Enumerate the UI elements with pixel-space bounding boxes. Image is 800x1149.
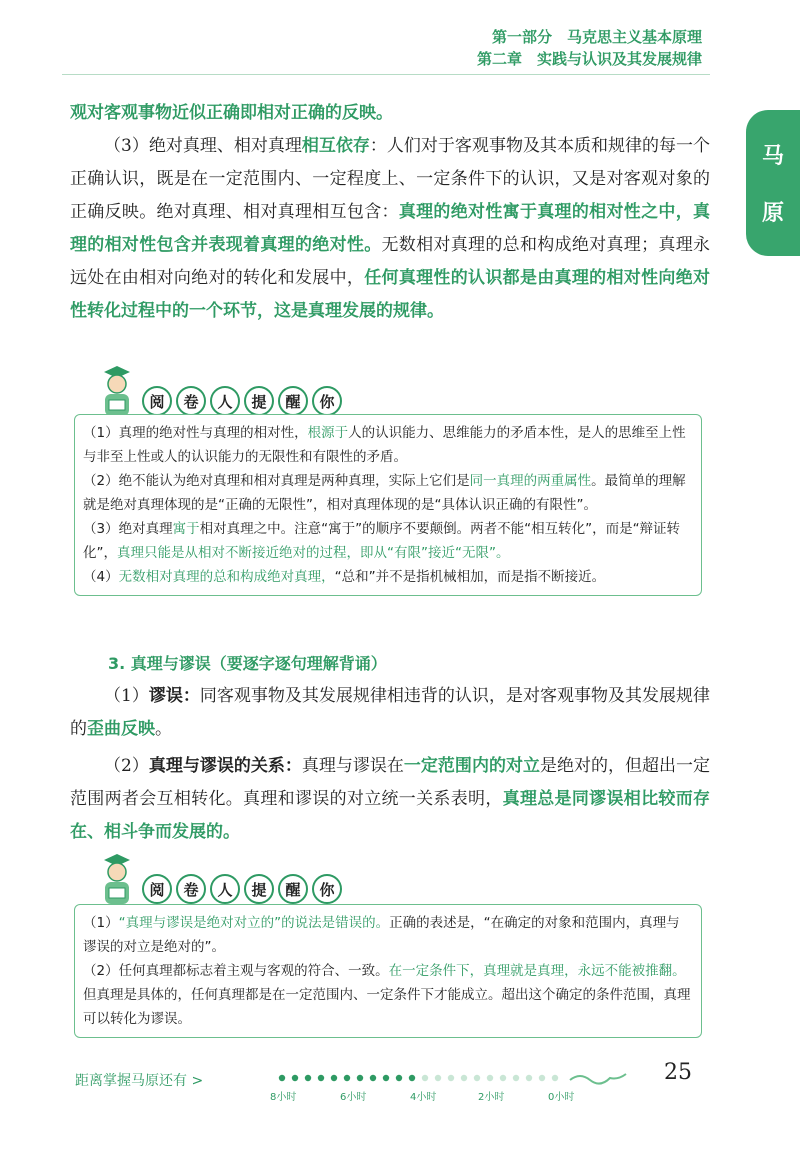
body-text [70,97,710,328]
highlight-run: 在一定条件下，真理就是真理，永远不能被推翻。 [388,963,686,979]
text-run: （2） [104,756,149,776]
reminder-title-char: 你 [312,386,342,416]
reminder-title-char: 卷 [176,874,206,904]
header-divider [62,74,710,75]
body-line-continuation: 观对客观事物近似正确即相对正确的反映。 [70,103,393,123]
timeline-dot [318,1075,324,1081]
reminder-box-2 [74,904,702,1038]
timeline-dots [279,1075,558,1081]
reminder-item [83,565,693,589]
highlight-run: 任何真理性的认识都是由真理的相对性向绝对性转化过程中的一个环节，这是真理发展的规律。 [70,268,711,321]
section-tab-top: 马 [761,144,784,169]
timeline-dot [526,1075,532,1081]
highlight-run: 真理的绝对性寓于真理的相对性之中，真理的相对性包含并表现着真理的绝对性。 [70,202,711,255]
text-run: 同客观事物及其发展规律相违背的认识，是对客观事物及其发展规律的 [70,686,711,739]
highlight-run: 真理只能是从相对不断接近绝对的过程，即从“有限”接近“无限”。 [117,545,510,561]
reminder-item [83,911,693,959]
reminder-title-char: 醒 [278,386,308,416]
text-run: （3）绝对真理、相对真理 [104,136,302,156]
text-run: （2）绝不能认为绝对真理和相对真理是两种真理，实际上它们是 [83,473,470,489]
text-run: （3）绝对真理 [83,521,173,537]
reminder-title-char: 提 [244,386,274,416]
study-progress-timeline [270,1066,630,1106]
reminder-title-char: 卷 [176,386,206,416]
timeline-dot [331,1075,337,1081]
footer-progress-label: 距离掌握马原还有 > [75,1073,204,1089]
timeline-dot [370,1075,376,1081]
highlight-run: 无数相对真理的总和构成绝对真理， [118,569,335,585]
highlight-run: “真理与谬误是绝对对立的”的说法是错误的。 [118,915,390,931]
body-paragraph-3 [70,130,710,328]
text-run: （4） [83,569,119,585]
highlight-run: 寓于 [172,521,200,537]
timeline-dot [305,1075,311,1081]
reminder-title-char: 你 [312,874,342,904]
reminder-item [83,959,693,1031]
timeline-dot [383,1075,389,1081]
reminder-title-char: 人 [210,874,240,904]
text-run: 。 [155,719,172,739]
timeline-dot [500,1075,506,1081]
reminder-title-char: 醒 [278,874,308,904]
text-run: ：人们对于客观事物及其本质和规律的每一个正确认识，既是在一定范围内、一定程度上、一定条件下的认识，又是对客观对象的正确反映。绝对真理、相对真理相互包含： [70,136,710,222]
text-run: 相对真理之中。注意“寓于”的顺序不要颠倒。两者不能“相互转化”，而是“辩证转化”， [83,521,681,561]
highlight-run: 根源于 [307,425,349,441]
text-run: 无数相对真理的总和构成绝对真理；真理永远处在由相对向绝对的转化和发展中， [70,235,710,288]
text-run: 是绝对的，但超出一定范围两者会互相转化。真理和谬误的对立统一关系表明， [70,756,711,809]
highlight-run: 同一真理的两重属性 [469,473,592,489]
page-number: 25 [664,1060,692,1085]
timeline-label: 8小时 [270,1092,297,1103]
highlight-run: 相互依存 [301,136,370,156]
timeline-label: 6小时 [340,1092,367,1103]
timeline-dot [513,1075,519,1081]
term-run: 谬误： [148,686,200,706]
reminder-title-char: 阅 [142,386,172,416]
reminder-item [83,421,693,469]
section-paragraph-2 [70,750,710,849]
text-run: （1） [104,686,149,706]
scholar-mascot-icon [96,362,138,420]
text-run: 人的认识能力、思维能力的矛盾本性，是人的思维至上性与非至上性或人的认识能力的无限性和有限性的矛盾。 [83,425,686,465]
timeline-dot [396,1075,402,1081]
reminder-title-char: 人 [210,386,240,416]
reminder-box-1 [74,414,702,596]
timeline-dot [539,1075,545,1081]
text-run: （1） [83,915,119,931]
header-part: 第一部分 马克思主义基本原理 [491,28,702,46]
highlight-run: 一定范围内的对立 [403,756,540,776]
section-tab[interactable] [746,110,800,256]
timeline-dot [461,1075,467,1081]
timeline-dot [279,1075,285,1081]
finish-mountain-icon [570,1074,626,1084]
term-run: 真理与谬误的关系： [148,756,302,776]
text-run: （2）任何真理都标志着主观与客观的符合、一致。 [83,963,389,979]
timeline-label: 0小时 [548,1092,575,1103]
section-heading: 3. 真理与谬误（要逐字逐句理解背诵） [108,654,387,673]
timeline-label: 2小时 [478,1092,505,1103]
timeline-label: 4小时 [410,1092,437,1103]
reminder-item [83,469,693,517]
timeline-dot [552,1075,558,1081]
reminder-item [83,517,693,565]
reminder-title-char: 阅 [142,874,172,904]
timeline-dot [448,1075,454,1081]
timeline-dot [435,1075,441,1081]
text-run: 但真理是具体的，任何真理都是在一定范围内、一定条件下才能成立。超出这个确定的条件范围，真理可以转化为谬误。 [83,987,691,1027]
running-header [477,26,702,70]
timeline-dot [422,1075,428,1081]
section-paragraph-1 [70,680,710,746]
header-chapter: 第二章 实践与认识及其发展规律 [476,50,702,68]
reminder-title [142,874,342,904]
timeline-dot [487,1075,493,1081]
timeline-dot [409,1075,415,1081]
text-run: 。最简单的理解就是绝对真理体现的是“正确的无限性”，相对真理体现的是“具体认识正确的有限性”。 [83,473,686,513]
section-body [70,680,710,849]
reminder-title-char: 提 [244,874,274,904]
text-run: 真理与谬误在 [301,756,404,776]
timeline-dot [344,1075,350,1081]
highlight-run: 歪曲反映 [87,719,155,739]
timeline-dot [357,1075,363,1081]
timeline-dot [474,1075,480,1081]
text-run: 正确的表述是，“在确定的对象和范围内，真理与谬误的对立是绝对的”。 [83,915,680,955]
reminder-title [142,386,342,416]
scholar-mascot-icon [96,850,138,908]
highlight-run: 真理总是同谬误相比较而存在、相斗争而发展的。 [70,789,711,842]
timeline-dot [292,1075,298,1081]
text-run: “总和”并不是指机械相加，而是指不断接近。 [334,569,606,585]
section-tab-bottom: 原 [761,201,784,226]
text-run: （1）真理的绝对性与真理的相对性， [83,425,308,441]
